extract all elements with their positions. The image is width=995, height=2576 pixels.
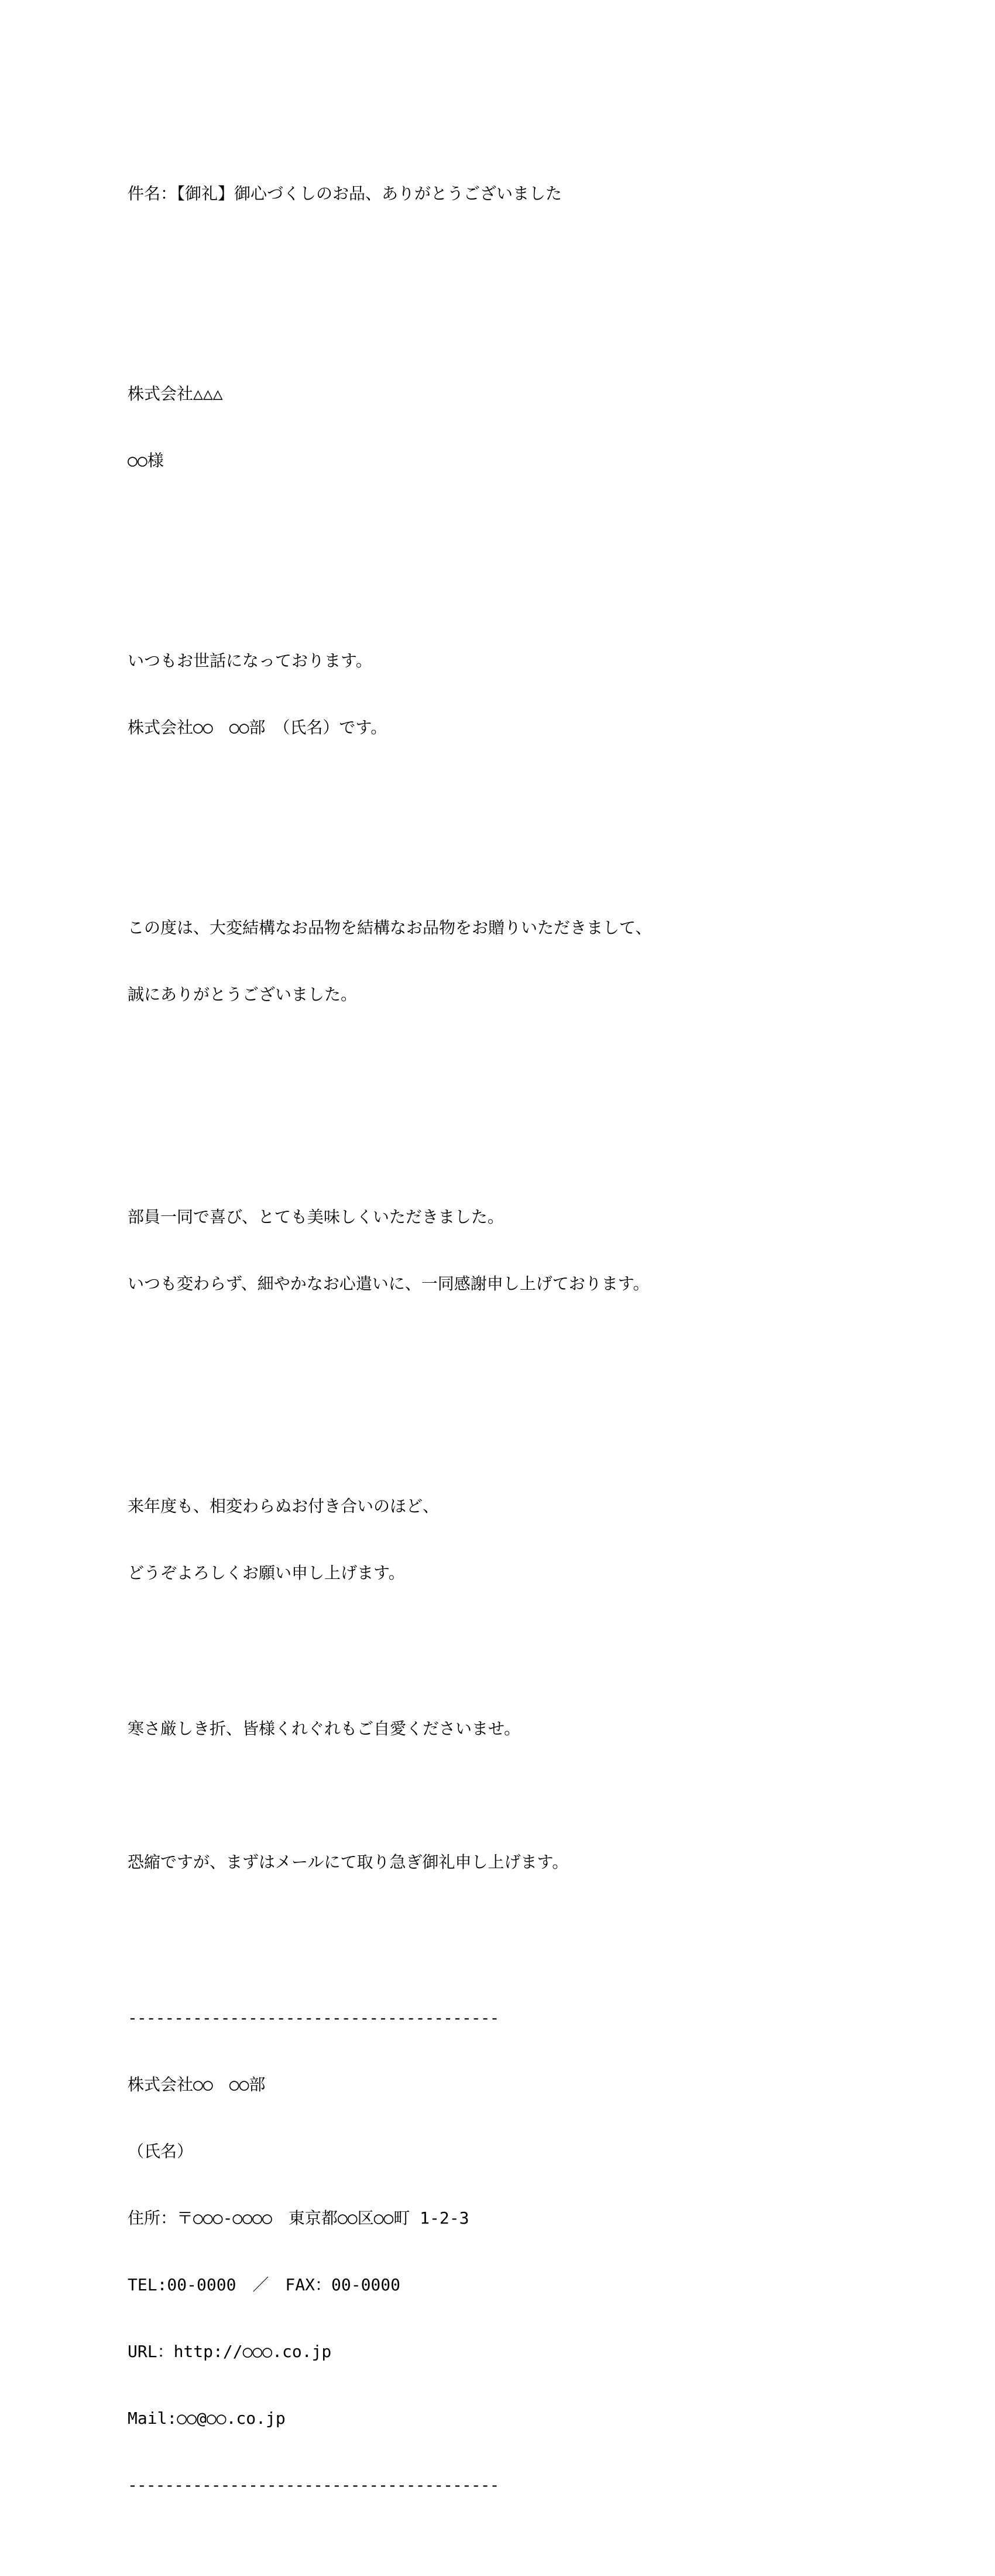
signature-divider-bottom: ---------------------------------------- bbox=[128, 2475, 499, 2495]
recipient-company: 株式会社△△△ bbox=[128, 384, 223, 403]
thanks-paragraph bbox=[128, 872, 865, 1050]
signature-address: 住所：〒○○○-○○○○ 東京都○○区○○町 1-2-3 bbox=[128, 2208, 469, 2228]
appreciation-line-2: いつも変わらず、細やかなお心遣いに、一同感謝申し上げております。 bbox=[128, 1274, 650, 1293]
subject-line: 件名：【御礼】御心づくしのお品、ありがとうございました bbox=[128, 184, 562, 203]
greeting-paragraph bbox=[128, 605, 865, 783]
recipient-block bbox=[128, 338, 865, 516]
signature-url: URL：http://○○○.co.jp bbox=[128, 2342, 332, 2361]
appreciation-paragraph bbox=[128, 1162, 865, 1340]
email-template-document bbox=[128, 116, 865, 2576]
thanks-line-2: 誠にありがとうございました。 bbox=[128, 985, 358, 1004]
signature-company: 株式会社○○ ○○部 bbox=[128, 2075, 266, 2094]
appreciation-line-1: 部員一同で喜び、とても美味しくいただきました。 bbox=[128, 1207, 504, 1227]
signature-mail: Mail:○○@○○.co.jp bbox=[128, 2409, 286, 2428]
signature-block bbox=[128, 1962, 865, 2541]
request-paragraph bbox=[128, 1451, 865, 1629]
closing-line: 恐縮ですが、まずはメールにて取り急ぎ御礼申し上げます。 bbox=[128, 1852, 569, 1872]
seasonal-note-line: 寒さ厳しき折、皆様くれぐれもご自愛くださいませ。 bbox=[128, 1719, 521, 1738]
greeting-line-2: 株式会社○○ ○○部 （氏名）です。 bbox=[128, 718, 387, 737]
recipient-name: ○○様 bbox=[128, 451, 164, 470]
signature-divider-top: ---------------------------------------- bbox=[128, 2008, 499, 2027]
thanks-line-1: この度は、大変結構なお品物を結構なお品物をお贈りいただきまして、 bbox=[128, 918, 652, 937]
signature-tel-fax: TEL:00-0000 ／ FAX：00-0000 bbox=[128, 2275, 401, 2294]
request-line-2: どうぞよろしくお願い申し上げます。 bbox=[128, 1563, 405, 1582]
greeting-line-1: いつもお世話になっております。 bbox=[128, 651, 372, 670]
signature-name: （氏名） bbox=[128, 2142, 194, 2161]
request-line-1: 来年度も、相変わらぬお付き合いのほど、 bbox=[128, 1496, 440, 1516]
